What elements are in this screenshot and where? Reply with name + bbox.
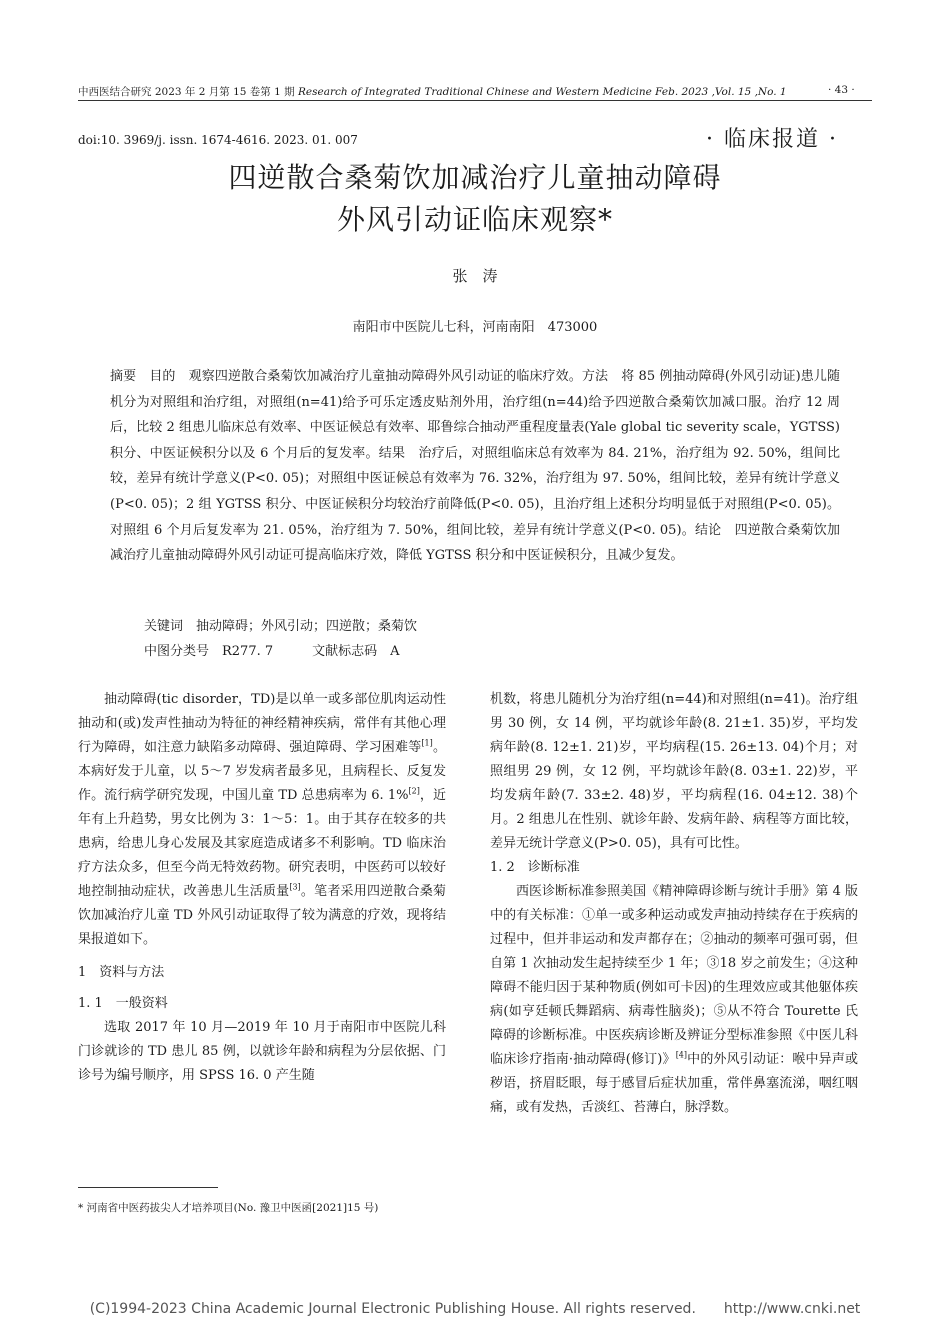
ref-2[interactable]: [2] [408, 786, 420, 796]
intro-text-2: 。本病好发于儿童，以 5～7 岁发病者最多见，且病程长、反复发作。流行病学研究发现，中国儿童 TD 总患病率为 6. 1% [78, 740, 446, 803]
intro-text-4: 。笔者采用四逆散合桑菊饮加减治疗儿童 TD 外风引动证取得了较为满意的疗效，现将结果报道如下。 [78, 884, 446, 947]
classification: 中图分类号 R277. 7 文献标志码 A [144, 644, 400, 659]
abstract [110, 364, 840, 569]
copyright-line: (C)1994-2023 China Academic Journal Electronic Publishing House. All rights reserved. http://www.cnki.net [89, 1301, 861, 1317]
right-column [490, 688, 858, 1120]
affiliation: 南阳市中医院儿七科，河南南阳 473000 [352, 320, 598, 335]
page-number: · 43 · [828, 84, 855, 96]
abstract-conclusion: 四逆散合桑菊饮加减治疗儿童抽动障碍外风引动证可提高临床疗效，降低 YGTSS 积分和中医证候积分，且减少复发。 [110, 522, 840, 564]
footnote-rule [78, 1187, 218, 1188]
abstract-conclusion-label: 结论 [694, 522, 735, 538]
intro-text-3: ，近年有上升趋势，男女比例为 3：1～5：1。由于其存在较多的共患病，给患儿身心发展及其家庭造成诸多不利影响。TD 临床治疗方法众多，但至今尚无特效药物。研究表明，中医药可以较好地控制抽动症状，改善患儿生活质量 [78, 788, 446, 899]
section-heading-1-2: 1. 2 诊断标准 [490, 860, 580, 875]
footnote: * 河南省中医药拔尖人才培养项目(No. 豫卫中医函[2021]15 号) [78, 1202, 379, 1214]
left-column [78, 688, 446, 1088]
abstract-method-label: 方法 [581, 369, 622, 384]
abstract-method: 将 85 例抽动障碍(外风引动证)患儿随机分为对照组和治疗组，对照组(n=41)给予可乐定透皮贴剂外用，治疗组(n=44)给予四逆散合桑菊饮加减口服。治疗 12 周后，比较 2 组患儿临床总有效率、中医证候总有效率、耶鲁综合抽动严重程度量表(Yale global tic severity scale，YGTSS)积分、中医证候积分以及 6 个月后的复发率。 [110, 369, 840, 461]
intro-text-1: 抽动障碍(tic disorder，TD)是以单一或多部位肌肉运动性抽动和(或)发声性抽动为特征的神经精神疾病，常伴有其他心理行为障碍，如注意力缺陷多动障碍、强迫障碍、学习困难等 [78, 692, 446, 755]
general-data-paragraph: 选取 2017 年 10 月—2019 年 10 月于南阳市中医院儿科门诊就诊的 TD 患儿 85 例，以就诊年龄和病程为分层依据、门诊号为编号顺序，用 SPSS 16. 0 产生随 [78, 1020, 446, 1083]
abstract-result-label: 结果 [378, 445, 419, 461]
section-tag: · 临床报道 · [706, 127, 838, 152]
diagnosis-paragraph [490, 880, 858, 1120]
abstract-label: 摘要 目的 [110, 369, 189, 384]
abstract-result: 治疗后，对照组临床总有效率为 84. 21%，治疗组为 92. 50%，组间比较，差异有统计学意义(P<0. 05)；对照组中医证候总有效率为 76. 32%，治疗组为 97. 50%，组间比较，差异有统计学意义(P<0. 05)；2 组 YGTSS 积分、中医证候积分均较治疗前降低(P<0. 05)，且治疗组上述积分均明显低于对照组(P<0. 05)。对照组 6 个月后复发率为 21. 05%，治疗组为 7. 50%，组间比较，差异有统计学意义(P<0. 05)。 [110, 445, 840, 538]
title-line-1: 四逆散合桑菊饮加减治疗儿童抽动障碍 [228, 161, 722, 194]
running-header [78, 84, 878, 99]
ref-3[interactable]: [3] [289, 882, 301, 892]
section-heading-1: 1 资料与方法 [78, 965, 165, 980]
header-rule [78, 100, 872, 101]
ref-1[interactable]: [1] [421, 738, 433, 748]
running-header-en: Research of Integrated Traditional Chinese and Western Medicine Feb. 2023 ,Vol. 15 ,No. 1 [298, 86, 787, 98]
diagnosis-text-2: 中的外风引动证：喉中异声或秽语，挤眉眨眼，每于感冒后症状加重，常伴鼻塞流涕，咽红咽痛，或有发热，舌淡红、苔薄白，脉浮数。 [490, 1052, 858, 1115]
ref-4[interactable]: [4] [675, 1050, 688, 1060]
abstract-objective: 观察四逆散合桑菊饮加减治疗儿童抽动障碍外风引动证的临床疗效。 [188, 369, 582, 384]
intro-paragraph [78, 688, 446, 952]
title-line-2: 外风引动证临床观察* [336, 203, 613, 236]
section-heading-1-1: 1. 1 一般资料 [78, 996, 168, 1011]
doi: doi:10. 3969/j. issn. 1674-4616. 2023. 01. 007 [78, 133, 358, 147]
keywords: 关键词 抽动障碍；外风引动；四逆散；桑菊饮 [144, 619, 418, 634]
diagnosis-text-1: 西医诊断标准参照美国《精神障碍诊断与统计手册》第 4 版中的有关标准：①单一或多种运动或发声抽动持续存在于疾病的过程中，但并非运动和发声都存在；②抽动的频率可强可弱，但自第 1 次抽动发生起持续至少 1 年；③18 岁之前发生；④这种障碍不能归因于某种物质(例如可卡因)的生理效应或其他躯体疾病(如亨廷顿氏舞蹈病、病毒性脑炎)；⑤从不符合 Tourette 氏障碍的诊断标准。中医疾病诊断及辨证分型标准参照《中医儿科临床诊疗指南·抽动障碍(修订)》 [490, 884, 858, 1067]
running-header-cn: 中西医结合研究 2023 年 2 月第 15 卷第 1 期 [78, 86, 295, 98]
author: 张 涛 [452, 267, 498, 285]
general-data-continued: 机数，将患儿随机分为治疗组(n=44)和对照组(n=41)。治疗组男 30 例，女 14 例，平均就诊年龄(8. 21±1. 35)岁，平均发病年龄(8. 12±1. 21)岁，平均病程(15. 26±13. 04)个月；对照组男 29 例，女 12 例，平均就诊年龄(8. 03±1. 22)岁，平均发病年龄(7. 33±2. 48)岁，平均病程(16. 04±12. 38)个月。2 组患儿在性别、就诊年龄、发病年龄、病程等方面比较，差异无统计学意义(P>0. 05)，具有可比性。 [490, 692, 858, 851]
